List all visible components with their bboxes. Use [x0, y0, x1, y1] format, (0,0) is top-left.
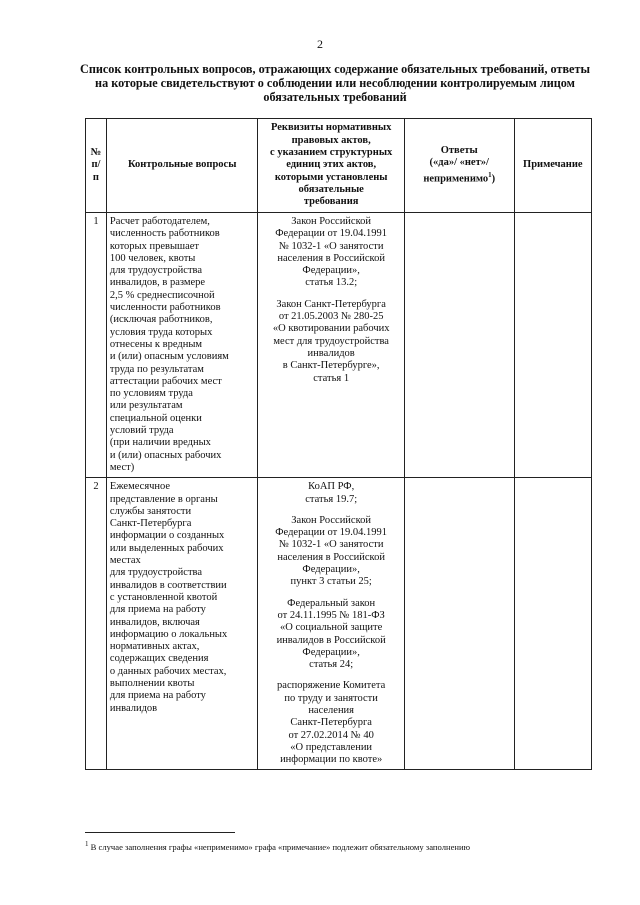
- table-row: [86, 478, 592, 770]
- control-question: Расчет работодателем, численность работников которых превышает 100 человек, квоты для трудоустройства инвалидов, в размере 2,5 % среднесписочной численности работников (исключая работников, условия труда которых отнесены к вредным и (или) опасным условиям труда по результатам аттестации рабочих мест по условиям труда или результатам специальной оценки условий труда (при наличии вредных и (или) опасных рабочих мест): [106, 213, 258, 478]
- header-num: № п/п: [86, 119, 107, 213]
- page-number: 2: [317, 37, 323, 51]
- footnote-mark: 1: [85, 840, 89, 848]
- document-title: Список контрольных вопросов, отражающих содержание обязательных требований, ответы на которые свидетельствуют о соблюдении или несоблюдении контролируемым лицом обязательных требований: [80, 62, 590, 104]
- table-row: [86, 213, 592, 478]
- legal-act-reference: Закон Российской Федерации от 19.04.1991 № 1032-1 «О занятости населения в Российской Федерации», статья 13.2;: [275, 216, 388, 289]
- footnote: [85, 840, 605, 852]
- control-question: Ежемесячное представление в органы службы занятости Санкт-Петербурга информации о созданных или выделенных рабочих местах для трудоустройства инвалидов в соответствии с установленной квотой для приема на работу инвалидов, включая информацию о локальных нормативных актах, содержащих сведения о данных рабочих местах, выполнении квоты для приема на работу инвалидов: [106, 478, 258, 770]
- header-answers: Ответы («да»/ «нет»/ неприменимо$^1$): [404, 119, 514, 213]
- legal-act-reference: Закон Санкт-Петербурга от 21.05.2003 № 280-25 «О квотировании рабочих мест для трудоустройства инвалидов в Санкт-Петербурге», статья 1: [272, 298, 390, 384]
- legal-act-reference: Федеральный закон от 24.11.1995 № 181-ФЗ «О социальной защите инвалидов в Российской Федерации», статья 24;: [276, 597, 386, 671]
- header-notes: Примечание: [514, 119, 591, 213]
- table-header-row: [86, 119, 592, 213]
- note-cell[interactable]: [514, 213, 591, 478]
- legal-requisites: [258, 213, 404, 478]
- row-number: 1: [86, 213, 107, 478]
- legal-requisites: [258, 478, 404, 770]
- footnote-text: В случае заполнения графы «неприменимо» графа «примечание» подлежит обязательному заполнению: [88, 841, 471, 852]
- row-number: 2: [86, 478, 107, 770]
- answer-cell[interactable]: [404, 213, 514, 478]
- header-questions: Контрольные вопросы: [106, 119, 258, 213]
- note-cell[interactable]: [514, 478, 591, 770]
- legal-act-reference: Закон Российской Федерации от 19.04.1991 № 1032-1 «О занятости населения в Российской Федерации», пункт 3 статьи 25;: [275, 514, 388, 588]
- footnote-divider: [85, 832, 235, 833]
- legal-act-reference: распоряжение Комитета по труду и занятости населения Санкт-Петербурга от 27.02.2014 № 40 «О представлении информации по квоте»: [277, 680, 386, 766]
- legal-act-reference: КоАП РФ, статья 19.7;: [305, 481, 358, 505]
- answer-cell[interactable]: [404, 478, 514, 770]
- requirements-table: [85, 118, 592, 770]
- header-requisites: Реквизиты нормативных правовых актов, с указанием структурных единиц этих актов, которыми установлены обязательные требования: [258, 119, 404, 213]
